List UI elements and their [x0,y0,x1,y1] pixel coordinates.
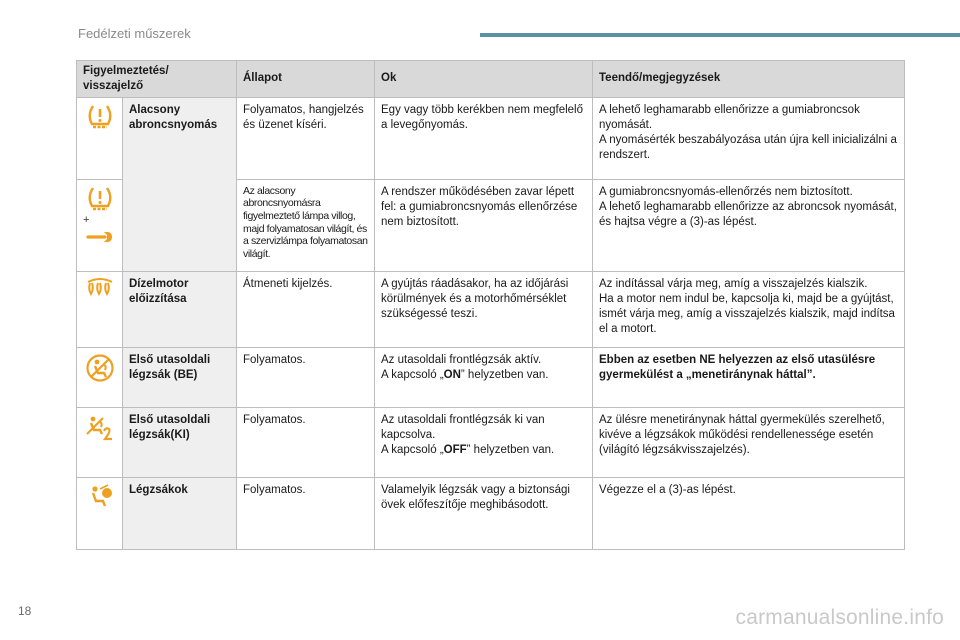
indicator-name: Légzsákok [123,477,237,549]
indicator-name: Dízelmotor előizzítása [123,271,237,347]
icon-cell [77,477,123,549]
glow-plug-icon [83,277,116,297]
column-header-cause: Ok [375,61,593,98]
switch-position-keyword: OFF [443,443,467,456]
icon-cell [77,179,123,271]
state-cell: Az alacsony abroncsnyomásra figyelmeztető lámpa villog, majd folyamatosan világít, és a szervizlámpa folyamatosan világít. [237,179,375,271]
icon-cell [77,97,123,179]
passenger-airbag-off-icon [83,413,116,443]
table-row [77,477,905,549]
cause-cell [375,407,593,477]
cause-text: Az utasoldali frontlégzsák ki van kapcsolva. A kapcsoló „ [381,413,545,456]
table-header-row [77,61,905,98]
tyre-pressure-warning-icon [83,103,116,129]
tyre-pressure-warning-icon [83,185,116,211]
table-row [77,271,905,347]
column-header-indicator: Figyelmeztetés/ visszajelző [77,61,237,98]
indicator-name: Alacsony abroncsnyomás [123,97,237,271]
state-cell: Folyamatos, hangjelzés és üzenet kíséri. [237,97,375,179]
column-header-state: Állapot [237,61,375,98]
action-cell: Az indítással várja meg, amíg a visszajelzés kialszik. Ha a motor nem indul be, kapcsolja ki, majd be a gyújtást, ismét várja meg, amíg a visszajelzés kialszik, majd indítsa el a motort. [593,271,905,347]
cause-text: ” helyzetben van. [466,443,555,456]
state-cell: Átmeneti kijelzés. [237,271,375,347]
action-cell: Végezze el a (3)-as lépést. [593,477,905,549]
cause-cell [375,347,593,407]
cause-cell: A gyújtás ráadásakor, ha az időjárási körülmények és a motorhőmérséklet szükségessé teszi. [375,271,593,347]
table-row [77,97,905,179]
page-number: 18 [18,604,32,618]
section-accent-bar [480,33,960,37]
action-cell: Ebben az esetben NE helyezzen az első utasülésre gyermekülést a „menetiránynak háttal”. [593,347,905,407]
airbag-fault-icon [83,483,116,511]
wrench-icon [83,229,116,245]
cause-text: Az utasoldali frontlégzsák aktív. A kapcsoló „ [381,353,542,381]
cause-cell: Valamelyik légzsák vagy a biztonsági övek előfeszítője meghibásodott. [375,477,593,549]
plus-sign: + [83,213,90,226]
action-cell: Az ülésre menetiránynak háttal gyermekülés szerelhető, kivéve a légzsákok működési rendellenessége esetén (világító légzsákvisszajelzés). [593,407,905,477]
indicator-name: Első utasoldali légzsák (BE) [123,347,237,407]
state-cell: Folyamatos. [237,407,375,477]
indicator-name: Első utasoldali légzsák(KI) [123,407,237,477]
section-title: Fedélzeti műszerek [78,26,191,41]
passenger-airbag-on-icon [83,353,116,383]
icon-cell [77,407,123,477]
action-cell: A gumiabroncsnyomás-ellenőrzés nem biztosított. A lehető leghamarabb ellenőrizze az abroncsok nyomását, és hajtsa végre a (3)-as lépést. [593,179,905,271]
table-row [77,347,905,407]
icon-cell [77,271,123,347]
switch-position-keyword: ON [443,368,461,381]
watermark: carmanualsonline.info [735,606,944,629]
cause-cell: A rendszer működésében zavar lépett fel: a gumiabroncsnyomás ellenőrzése nem biztosított. [375,179,593,271]
icon-cell [77,347,123,407]
state-cell: Folyamatos. [237,347,375,407]
warning-lights-table [76,60,905,550]
cause-text: ” helyzetben van. [460,368,549,381]
state-cell: Folyamatos. [237,477,375,549]
cause-cell: Egy vagy több kerékben nem megfelelő a levegőnyomás. [375,97,593,179]
action-cell: A lehető leghamarabb ellenőrizze a gumiabroncsok nyomását. A nyomásérték beszabályozása után újra kell inicializálni a rendszert. [593,97,905,179]
table-row [77,407,905,477]
column-header-action: Teendő/megjegyzések [593,61,905,98]
